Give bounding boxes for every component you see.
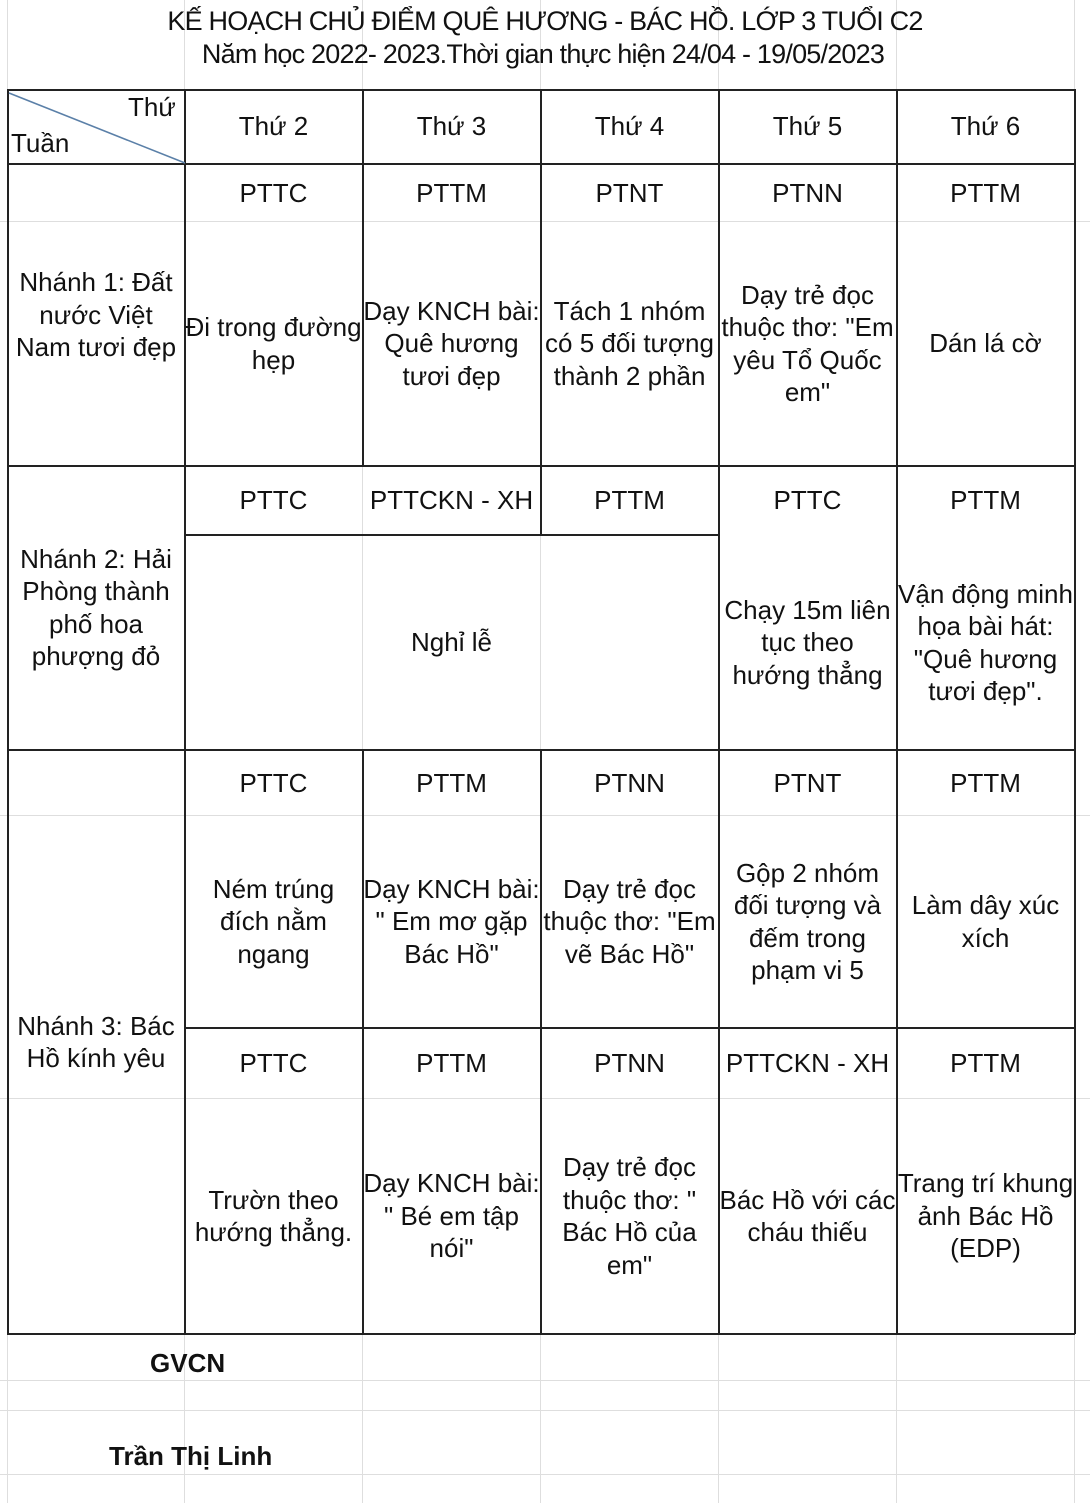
branch-2-code-tue: PTTCKN - XH [369, 484, 534, 515]
branch-3b-activity-wed: Dạy trẻ đọc thuộc thơ: " Bác Hồ của em" [562, 1152, 697, 1280]
branch-3a-code-wed: PTNN [594, 767, 665, 798]
branch-3b-code-thu: PTTCKN - XH [725, 1048, 890, 1079]
branch-2-code-wed: PTTM [594, 484, 665, 515]
branch-1-activity-fri: Dán lá cờ [929, 328, 1042, 359]
branch-1-activity-mon: Đi trong đường hẹp [185, 312, 362, 375]
branch-3b-activity-mon: Trườn theo hướng thẳng. [194, 1184, 353, 1247]
branch-1-activity-thu: Dạy trẻ đọc thuộc thơ: "Em yêu Tổ Quốc em" [721, 279, 894, 407]
document-title: KẾ HOẠCH CHỦ ĐIỂM QUÊ HƯƠNG - BÁC HỒ. LỚP 3 TUỔI C2 [167, 6, 923, 36]
corner-label-day: Thứ [128, 92, 176, 122]
branch-2-code-thu: PTTC [773, 484, 842, 515]
branch-1-name: Nhánh 1: Đất nước Việt Nam tươi đẹp [15, 267, 177, 363]
branch-1-code-tue: PTTM [416, 177, 487, 208]
day-header-thu: Thứ 5 [772, 111, 843, 142]
branch-3a-code-tue: PTTM [416, 767, 487, 798]
branch-2-name: Nhánh 2: Hải Phòng thành phố hoa phượng đỏ [20, 543, 172, 671]
footer-role: GVCN [150, 1348, 226, 1378]
branch-2-holiday: Nghỉ lễ [411, 627, 492, 658]
day-header-mon: Thứ 2 [238, 111, 309, 142]
branch-3b-code-fri: PTTM [950, 1048, 1021, 1079]
corner-label-week: Tuần [11, 128, 70, 158]
branch-3b-code-tue: PTTM [416, 1048, 487, 1079]
day-header-wed: Thứ 4 [594, 111, 665, 142]
branch-3-name: Nhánh 3: Bác Hồ kính yêu [17, 1010, 175, 1073]
branch-3b-activity-thu: Bác Hồ với các cháu thiếu [719, 1184, 896, 1247]
branch-3b-activity-fri: Trang trí khung ảnh Bác Hồ (EDP) [897, 1168, 1074, 1264]
day-header-tue: Thứ 3 [416, 111, 487, 142]
document-subtitle: Năm học 2022- 2023.Thời gian thực hiện 24/04 - 19/05/2023 [201, 39, 885, 69]
branch-1-code-fri: PTTM [950, 177, 1021, 208]
branch-2-activity-fri: Vận động minh họa bài hát: "Quê hương tươi đẹp". [898, 578, 1073, 706]
branch-1-code-wed: PTNT [595, 177, 664, 208]
branch-1-code-thu: PTNN [772, 177, 843, 208]
branch-2-activity-thu: Chạy 15m liên tục theo hướng thẳng [724, 594, 891, 690]
branch-3a-activity-wed: Dạy trẻ đọc thuộc thơ: "Em vẽ Bác Hồ" [543, 873, 716, 969]
branch-3a-activity-thu: Gộp 2 nhóm đối tượng và đếm trong phạm vi 5 [733, 857, 882, 985]
branch-1-activity-wed: Tách 1 nhóm có 5 đối tượng thành 2 phần [545, 295, 714, 391]
day-header-fri: Thứ 6 [950, 111, 1021, 142]
branch-3a-activity-tue: Dạy KNCH bài: " Em mơ gặp Bác Hồ" [363, 873, 540, 969]
branch-1-code-mon: PTTC [239, 177, 308, 208]
branch-3a-activity-fri: Làm dây xúc xích [911, 890, 1060, 953]
branch-3a-code-fri: PTTM [950, 767, 1021, 798]
branch-3b-code-mon: PTTC [239, 1048, 308, 1079]
footer-teacher-name: Trần Thị Linh [109, 1441, 273, 1471]
branch-2-code-fri: PTTM [950, 484, 1021, 515]
branch-3a-activity-mon: Ném trúng đích nằm ngang [212, 873, 335, 969]
branch-1-activity-tue: Dạy KNCH bài: Quê hương tươi đẹp [363, 295, 540, 391]
branch-2-code-mon: PTTC [239, 484, 308, 515]
branch-3a-code-mon: PTTC [239, 767, 308, 798]
branch-3b-activity-tue: Dạy KNCH bài: " Bé em tập nói" [363, 1168, 540, 1264]
branch-3b-code-wed: PTNN [594, 1048, 665, 1079]
branch-3a-code-thu: PTNT [773, 767, 842, 798]
